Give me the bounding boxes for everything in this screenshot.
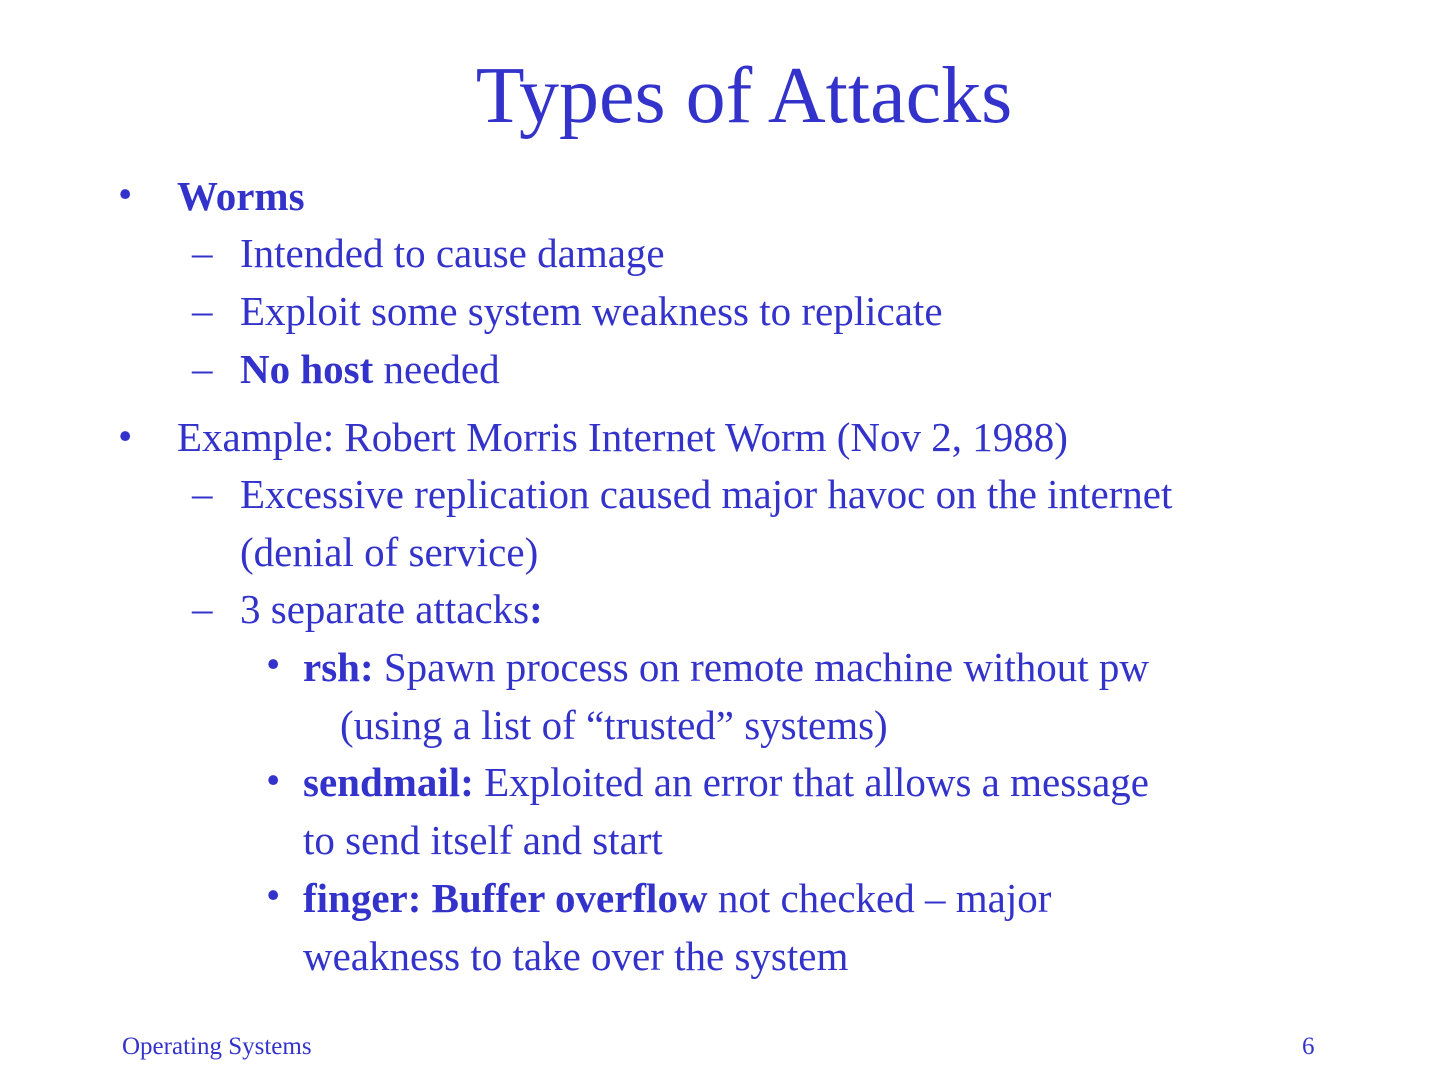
sub-item-three-attacks bbox=[240, 585, 543, 633]
attack-item-rsh bbox=[303, 643, 1149, 691]
no-host-bold: No host bbox=[240, 346, 374, 392]
dash-marker: – bbox=[192, 345, 213, 391]
sub-item-exploit: Exploit some system weakness to replicate bbox=[240, 288, 943, 334]
finger-text: not checked – major bbox=[707, 875, 1052, 921]
dash-marker: – bbox=[192, 470, 213, 516]
bullet-marker: • bbox=[266, 641, 281, 687]
bullet-marker: • bbox=[118, 413, 133, 459]
finger-label: finger: Buffer overflow bbox=[303, 875, 708, 921]
three-attacks-text: 3 separate attacks bbox=[240, 586, 530, 632]
dash-marker: – bbox=[192, 287, 213, 333]
dash-marker: – bbox=[192, 229, 213, 275]
sub-item-no-host bbox=[240, 345, 500, 393]
attack-item-rsh-line2: (using a list of “trusted” systems) bbox=[340, 702, 888, 748]
attack-item-sendmail bbox=[303, 758, 1149, 806]
bullet-marker: • bbox=[118, 171, 133, 217]
attack-item-sendmail-line2: to send itself and start bbox=[303, 817, 663, 863]
sendmail-text: Exploited an error that allows a message bbox=[473, 759, 1149, 805]
sub-item-intended: Intended to cause damage bbox=[240, 230, 665, 276]
no-host-rest: needed bbox=[373, 346, 500, 392]
sub-item-excessive-line1: Excessive replication caused major havoc on the internet bbox=[240, 471, 1173, 517]
bullet-worms: Worms bbox=[177, 173, 305, 219]
footer-course-name: Operating Systems bbox=[122, 1033, 312, 1060]
attack-item-finger-line2: weakness to take over the system bbox=[303, 933, 849, 979]
bullet-example: Example: Robert Morris Internet Worm (Nov 2, 1988) bbox=[177, 414, 1068, 460]
attack-item-finger bbox=[303, 874, 1051, 922]
footer-page-number: 6 bbox=[1302, 1033, 1315, 1060]
dash-marker: – bbox=[192, 585, 213, 631]
bullet-marker: • bbox=[266, 757, 281, 803]
sub-item-excessive-line2: (denial of service) bbox=[240, 529, 539, 575]
sendmail-label: sendmail: bbox=[303, 759, 474, 805]
rsh-label: rsh: bbox=[303, 644, 374, 690]
bullet-marker: • bbox=[266, 872, 281, 918]
slide-title: Types of Attacks bbox=[475, 52, 1013, 140]
rsh-text: Spawn process on remote machine without pw bbox=[373, 644, 1150, 690]
three-attacks-colon: : bbox=[529, 586, 543, 632]
